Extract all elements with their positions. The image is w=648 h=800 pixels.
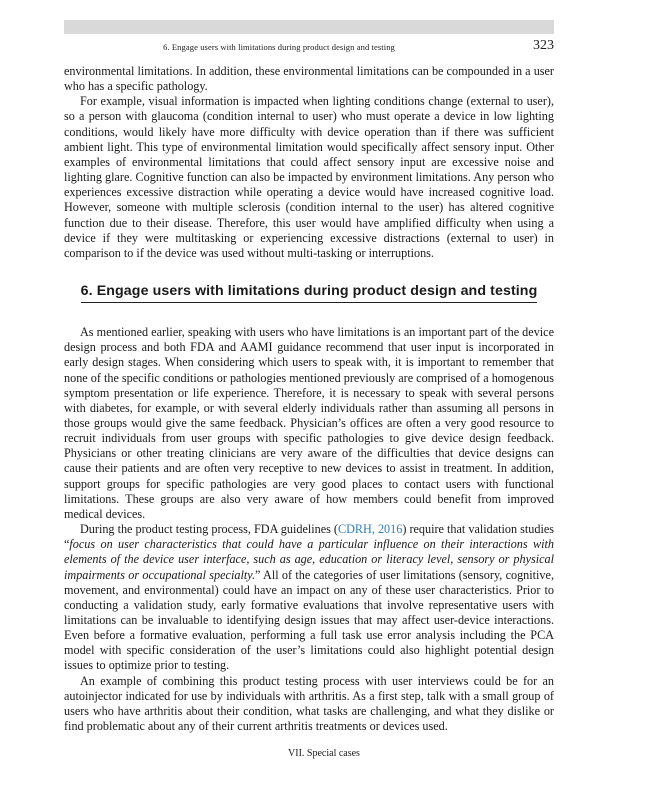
paragraph-product-testing-text-c: ” All of the categories of user limitations (sensory, cognitive, movement, and environmental) could have an impact on any of these user characteristics. Prior to conducting a validation study, early formative evaluations that involve representative users with limitations can be invaluable to identifying design issues that may affect user-device interactions. Even before a formative evaluation, performing a full task use error analysis including the PCA model with specific consideration of the user’s limitations could also highlight potential design issues to optimize prior to testing. <box>64 567 554 673</box>
running-head <box>64 38 554 56</box>
paragraph-continuation: environmental limitations. In addition, these environmental limitations can be compounded in a user who has a specific pathology. <box>64 64 554 94</box>
section-heading <box>64 283 554 303</box>
running-title: 6. Engage users with limitations during product design and testing <box>163 42 395 52</box>
paragraph-product-testing <box>64 522 554 674</box>
paragraph-user-recruitment: As mentioned earlier, speaking with users who have limitations is an important part of the device design process and both FDA and AAMI guidance recommend that user input is incorporated in early design stages. When considering which users to speak with, it is important to remember that none of the specific conditions or pathologies mentioned previously are comprised of a homogenous symptom presentation or life experience. Therefore, it is necessary to speak with several persons with diabetes, for example, or with several elderly individuals rather than assuming all persons in those groups would give the same feedback. Physician’s offices are often a very good resource to recruit individuals from user groups with specific pathologies to give device design feedback. Physicians or other treating clinicians are very aware of the difficulties that device designs can cause their patients and are often very receptive to new devices to assist in treatment. In addition, support groups for specific pathologies are very good places to contact users with functional limitations. These groups are also very aware of how members could benefit from improved medical devices. <box>64 325 554 521</box>
fda-quote: focus on user characteristics that could have a particular influence on their interactions with elements of the device user interface, such as age, education or literacy level, sensory or physical impairments or occupational specialty. <box>64 537 554 582</box>
paragraph-autoinjector-example: An example of combining this product testing process with user interviews could be for an autoinjector indicated for use by individuals with arthritis. As a first step, talk with a small group of users who have arthritis about their condition, what tasks are challenging, and what they dislike or find problematic about any of their current arthritis treatments or devices used. <box>64 673 554 734</box>
section-heading-text: 6. Engage users with limitations during product design and testing <box>81 283 538 303</box>
paragraph-product-testing-text-a: During the product testing process, FDA guidelines ( <box>80 522 338 537</box>
page-number: 323 <box>533 38 554 53</box>
body-text <box>64 64 554 734</box>
header-bar <box>64 20 554 34</box>
paragraph-environmental-example: For example, visual information is impacted when lighting conditions change (external to user), so a person with glaucoma (condition internal to user) who must operate a device in low lighting conditions, would likely have more difficulty with device operation than if there was sufficient ambient light. This type of environmental limitation would specifically affect sensory input. Other examples of environmental limitations that could affect sensory input are excessive noise and lighting glare. Cognitive function can also be impacted by environment limitations. Any person who experiences excessive distraction while operating a device would have increased cognitive load. However, someone with multiple sclerosis (condition internal to the user) has altered cognitive function due to their disease. Therefore, this user would have amplified difficulty when using a device if they were multitasking or experiencing excessive distractions (external to user) in comparison to if the device was used without multi-tasking or interruptions. <box>64 94 554 260</box>
citation-link[interactable]: CDRH, 2016 <box>338 522 403 537</box>
paragraph-product-testing-text-b: ) require that validation studies “ <box>64 522 554 552</box>
footer: VII. Special cases <box>288 748 360 759</box>
